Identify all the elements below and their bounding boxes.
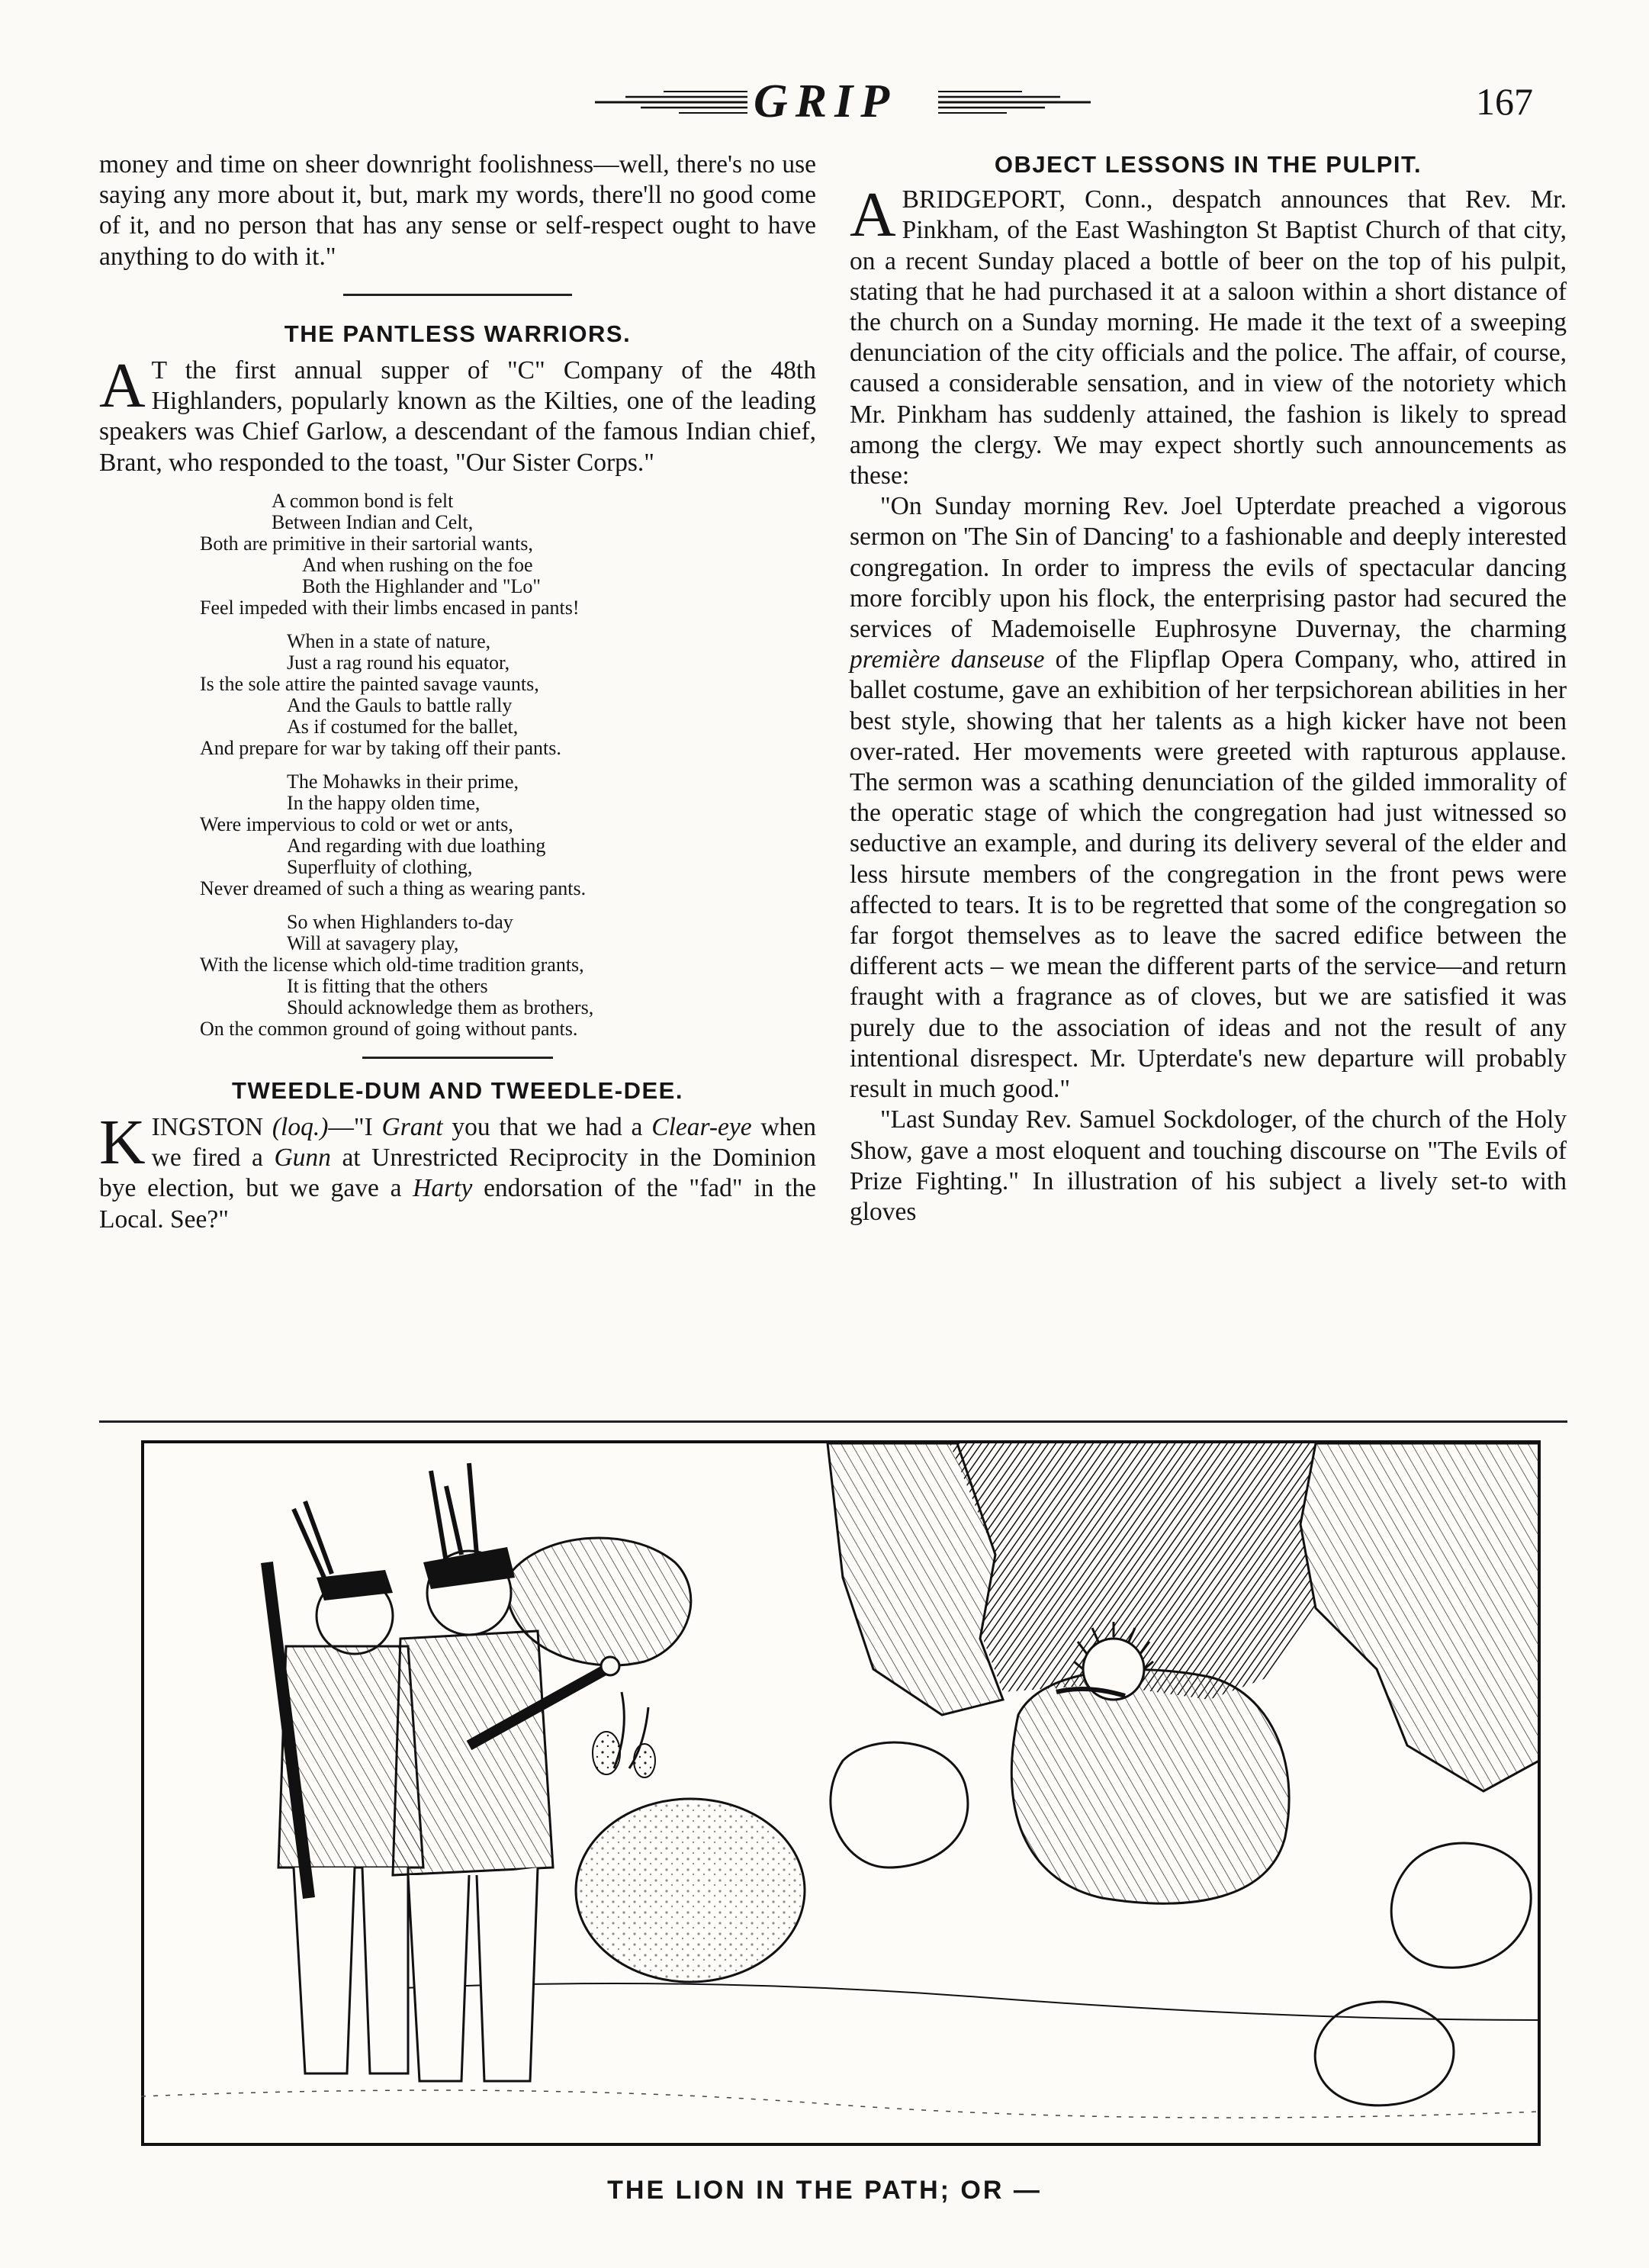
poem [99, 491, 816, 1040]
left-column [99, 150, 816, 1235]
article-text: you that we had a [442, 1113, 652, 1142]
article-text: "On Sunday morning Rev. Joel Upterdate preached a vigorous sermon on 'The Sin of Dancing' to a fashionable and deeply interested congregation. In order to impress the evils of spectacular dancing more forcibly upon his flock, the enterprising pastor had secured the services of Mademoiselle Euphrosyne Duvernay, the charming [850, 492, 1567, 644]
poem-line: Should acknowledge them as brothers, [287, 996, 594, 1018]
italic-word: première danseuse [850, 645, 1045, 674]
drop-cap: A [99, 350, 146, 422]
poem-line: Just a rag round his equator, [287, 651, 510, 674]
page-divider [99, 1420, 1567, 1423]
article-paragraph [850, 179, 1567, 491]
italic-word: Clear-eye [651, 1113, 752, 1142]
poem-line: With the license which old-time tradition grants, [200, 953, 584, 976]
poem-stanza [99, 491, 816, 619]
poem-line: So when Highlanders to-day [287, 910, 513, 933]
article-text: endorsation of the "fad" in the Local. See?" [99, 1174, 816, 1234]
poem-line: Superfluity of clothing, [287, 855, 473, 878]
poem-line: Is the sole attire the painted savage vaunts, [200, 672, 539, 695]
poem-line: On the common ground of going without pants. [200, 1017, 578, 1040]
cartoon-illustration [141, 1440, 1541, 2146]
italic-word: Grant [381, 1113, 443, 1142]
poem-line: It is fitting that the others [287, 974, 488, 997]
masthead-ornament-left [595, 87, 747, 117]
page-number: 167 [1476, 80, 1533, 123]
poem-line: When in a state of nature, [287, 629, 491, 652]
article-heading-pantless-warriors: THE PANTLESS WARRIORS. [284, 320, 632, 347]
article-text: at Unrestricted Reciprocity in the Dominion bye election, but we gave a [99, 1144, 816, 1203]
poem-line: And the Gauls to battle rally [287, 693, 513, 716]
section-divider [343, 294, 572, 296]
poem-line: And regarding with due loathing [287, 834, 546, 857]
section-divider [362, 1057, 553, 1059]
drop-cap: A [850, 179, 896, 251]
right-column [850, 150, 1567, 1227]
poem-line: And when rushing on the foe [302, 553, 533, 576]
article-text: —"I [328, 1113, 382, 1142]
poem-line: A common bond is felt [272, 489, 454, 512]
poem-line: Feel impeded with their limbs encased in pants! [200, 596, 580, 619]
poem-line: Were impervious to cold or wet or ants, [200, 812, 513, 835]
speaker-name: INGSTON [151, 1113, 264, 1142]
masthead [0, 67, 1649, 136]
article-text: of the Flipflap Opera Company, who, attired in ballet costume, gave an exhibition of her terpsichorean abilities in her best style, showing that her talents as a high kicker have not been over-rated. Her movements were greeted with rapturous applause. The sermon was a scathing denunciation of the gilded immorality of the operatic stage of which the congregation had just witnessed so seductive an example, and during its delivery several of the elder and less hirsute members of the congregation in the front pews were affected to tears. It is to be regretted that some of the congregation so far forgot themselves as to leave the sacred edifice between the different acts – we mean the different parts of the service—and return fraught with a fragrance as of cloves, but we are satisfied it was purely due to the association of ideas and not the result of any intentional disrespect. Mr. Upterdate's new departure will probably result in much good." [850, 645, 1567, 1104]
poem-stanza [99, 631, 816, 759]
italic-word: Gunn [274, 1144, 331, 1173]
masthead-ornament-right [938, 87, 1091, 117]
poem-line: Between Indian and Celt, [272, 510, 474, 533]
cartoon-caption: THE LION IN THE PATH; OR — [607, 2176, 1042, 2205]
poem-line: Both the Highlander and "Lo" [302, 574, 541, 597]
intro-paragraph: money and time on sheer downright foolishness—well, there's no use saying any more about it, but, mark my words, there'll no good come of it, and no person that has any sense or self-respect ought to have anything to do with it." [99, 150, 816, 271]
article-paragraph: "Last Sunday Rev. Samuel Sockdologer, of the church of the Holy Show, gave a most eloquent and touching discourse on "The Evils of Prize Fighting." In illustration of his subject a lively set-to with gloves [850, 1105, 1567, 1226]
poem-line: As if costumed for the ballet, [287, 715, 519, 738]
masthead-title: GRIP [754, 76, 898, 127]
poem-line: Never dreamed of such a thing as wearing pants. [200, 877, 587, 899]
poem-line: Both are primitive in their sartorial wants, [200, 532, 533, 555]
article-heading-tweedle: TWEEDLE-DUM AND TWEEDLE-DEE. [232, 1076, 683, 1104]
italic-word: Harty [413, 1174, 473, 1203]
article-body-pantless-warriors [99, 350, 816, 478]
poem-stanza [99, 771, 816, 899]
article-text: BRIDGEPORT, Conn., despatch announces that Rev. Mr. Pinkham, of the East Washington St Baptist Church of that city, on a recent Sunday placed a bottle of beer on the top of his pulpit, stating that he had purchased it at a saloon within a short distance of the church on a Sunday morning. He made it the text of a sweeping denunciation of the city officials and the police. The affair, of course, caused a considerable sensation, and in view of the notoriety which Mr. Pinkham has suddenly attained, the fashion is likely to spread among the clergy. We may expect shortly such announcements as these: [850, 185, 1567, 491]
article-text: T the first annual supper of "C" Company of the 48th Highlanders, popularly known as the Kilties, one of the leading speakers was Chief Garlow, a descendant of the famous Indian chief, Brant, who responded to the toast, "Our Sister Corps." [99, 356, 816, 477]
drop-cap: K [99, 1107, 146, 1179]
article-text: when we fired a [151, 1113, 816, 1173]
poem-line: And prepare for war by taking off their pants. [200, 736, 561, 759]
poem-stanza [99, 912, 816, 1040]
poem-line: Will at savagery play, [287, 931, 459, 954]
article-paragraph [850, 491, 1567, 1105]
stage-direction: (loq.) [272, 1113, 329, 1142]
article-body-tweedle [99, 1107, 816, 1235]
article-heading-object-lessons: OBJECT LESSONS IN THE PULPIT. [994, 151, 1422, 178]
poem-line: The Mohawks in their prime, [287, 770, 519, 793]
poem-line: In the happy olden time, [287, 791, 481, 814]
